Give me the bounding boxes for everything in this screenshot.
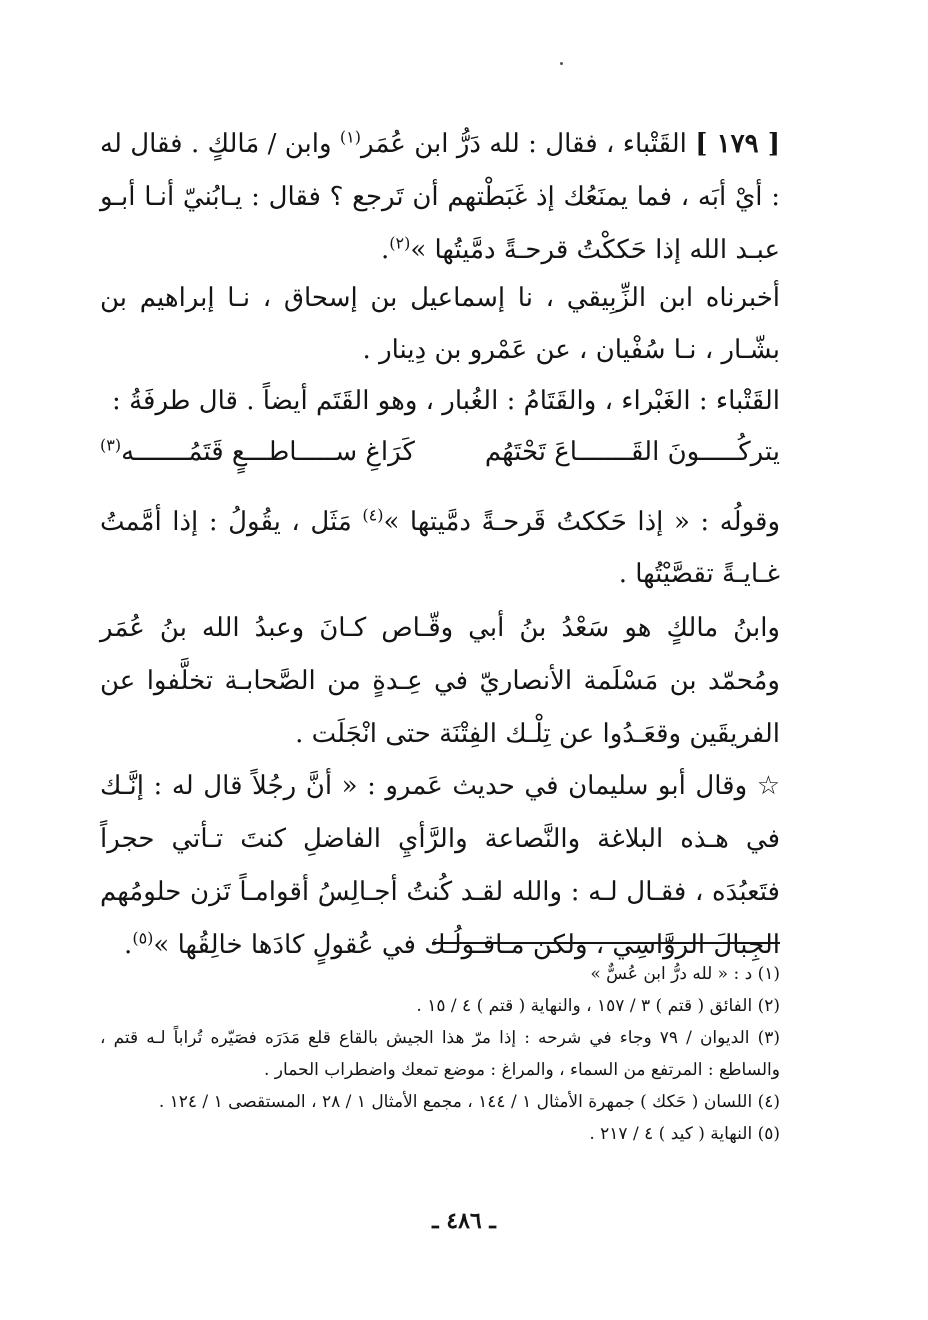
abu-sulayman-end: . bbox=[124, 930, 133, 960]
ibn-malik-text: وابنُ مالكٍ هو سَعْدُ بنُ أبي وقّـاص كـانَ وعبدُ الله بنُ عُمَر ومُحمّد بن مَسْلَمة الأنصاريّ في عِـدةٍ من الصَّحابـة تخلَّفوا عن الفريقَين وقعَـدُوا عن تِلْـك الفِتْنَة حتى انْجَلَت . bbox=[100, 613, 780, 749]
footnote-ref-1: (١) bbox=[339, 127, 361, 147]
ibn-malik-paragraph bbox=[100, 602, 780, 761]
footnote-3: (٣) الديوان / ٧٩ وجاء في شرحه : إذا مرّ هذا الجيش بالقاع قلع مَدَرَه فصَيّره تُراباً لـه قتم ، والساطع : المرتفع من السماء ، والمراغ : موضع تمعك واضطراب الحمار . bbox=[100, 1028, 780, 1080]
isnad-paragraph bbox=[100, 272, 780, 376]
footnote-separator bbox=[432, 942, 780, 944]
verse-hemistich-1: يتركُـــــونَ القَـــــــاعَ تَحْتَهُم bbox=[484, 437, 780, 467]
isnad-text: أخبرناه ابن الزِّبِيقي ، نا إسماعيل بن إسحاق ، نـا إبراهيم بن بشّـار ، نـا سُفْيان ، عن عَمْرو بن دِينار . bbox=[100, 283, 780, 365]
page-number: ـ ٤٨٦ ـ bbox=[432, 1208, 496, 1234]
footnotes bbox=[100, 958, 780, 1150]
footnote-1: (١) د : « لله درُّ ابن عُسٌّ » bbox=[590, 964, 780, 984]
gloss-text: القَتْباء : الغَبْراء ، والقَتَامُ : الغُبار ، وهو القَتَم أيضاً . قال طرفَةُ : bbox=[112, 386, 780, 416]
explanation-text-b: مَثَل ، يقُولُ : إذا أمَّمتُ غـايـةً تقصَّيْتُها . bbox=[100, 507, 780, 589]
verse-second-half bbox=[100, 428, 415, 476]
entry-text-b: وابن / مَالكٍ . فقال له : أيْ أبَه ، فما يمنَعُك إذ غَبَطْتهم أن تَرجع ؟ فقال : يـابُنيّ أنـا أبـو عبـد الله إذا حَككْتُ قرحـةً دمَّيتُها » bbox=[100, 129, 780, 265]
footnote-ref-2: (٢) bbox=[389, 233, 411, 253]
entry-paragraph bbox=[100, 118, 780, 277]
footnote-5: (٥) النهاية ( كيد ) ٤ / ٢١٧ . bbox=[589, 1124, 780, 1144]
footnote-ref-3: (٣) bbox=[100, 435, 122, 455]
entry-text-end: . bbox=[380, 235, 390, 265]
footnote-4: (٤) اللسان ( حَكك ) جمهرة الأمثال ١ / ١٤٤ ، مجمع الأمثال ١ / ٢٨ ، المستقصى ١ / ١٢٤ . bbox=[158, 1092, 780, 1112]
footnote-2: (٢) الفائق ( قتم ) ٣ / ١٥٧ ، والنهاية ( قتم ) ٤ / ١٥ . bbox=[416, 996, 780, 1016]
entry-number: [ ١٧٩ ] bbox=[695, 129, 781, 159]
gloss-paragraph bbox=[100, 378, 780, 424]
verse-hemistich-2: كَرَاغِ ســـــاطـــعٍ قَتَمُـــــــه bbox=[121, 437, 415, 467]
footnote-ref-4: (٤) bbox=[362, 505, 384, 525]
abu-sulayman-text: ☆ وقال أبو سليمان في حديث عَمرو : « أنَّ رجُلاً قال له : إنَّـك في هـذه البلاغة والنَّصاعة والرَّأيِ الفاضلِ كنتَ تـأتي حجراً فتَعبُدَه ، فقـال لـه : والله لقـد كُنتُ أجـالِسُ أقوامـاً تَزن حلومُهم الجِبالَ الروَّاسِي ، ولكن مـاقـولُـك في عُقولٍ كادَها خالِقُها » bbox=[100, 771, 780, 960]
poetry-verse bbox=[100, 428, 780, 476]
print-speck bbox=[560, 62, 563, 65]
explanation-text-a: وقولُه : « إذا حَككتُ قَرحـةً دمَّيتها » bbox=[383, 507, 780, 537]
entry-text-a: القَتْباء ، فقال : لله دَرُّ ابن عُمَر bbox=[360, 129, 687, 159]
footnote-ref-5: (٥) bbox=[132, 928, 154, 948]
explanation-paragraph bbox=[100, 496, 780, 600]
abu-sulayman-paragraph bbox=[100, 760, 780, 972]
